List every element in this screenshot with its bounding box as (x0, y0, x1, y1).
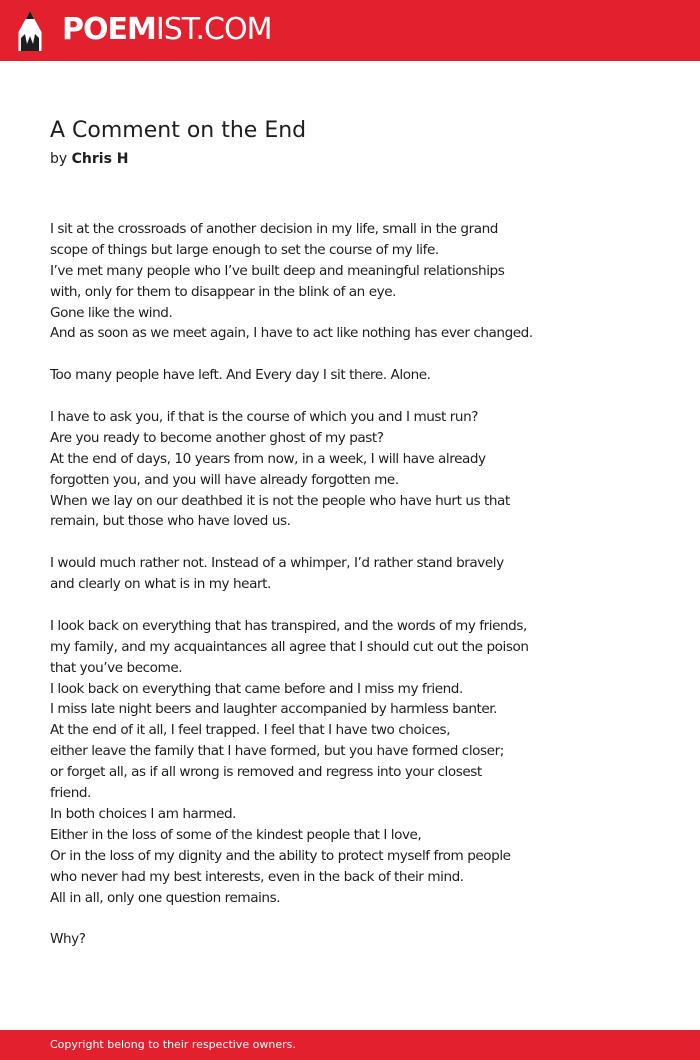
logo-text-bold: POEM (62, 12, 156, 47)
poem-line: scope of things but large enough to set the course of my life. (50, 241, 439, 258)
poem-line: or forget all, as if all wrong is removed and regress into your closest (50, 764, 482, 781)
poem-line: I look back on everything that came before and I miss my friend. (50, 680, 463, 697)
poem-line: Why? (50, 931, 86, 948)
poem-line: I would much rather not. Instead of a whimper, I’d rather stand bravely (50, 555, 504, 572)
poem-line: forgotten you, and you will have already forgotten me. (50, 471, 399, 488)
logo-text-light: IST.COM (155, 12, 272, 47)
poem-byline (50, 149, 129, 169)
stanza-break (50, 908, 650, 929)
poem-line: my family, and my acquaintances all agree that I should cut out the poison (50, 638, 529, 655)
poem-line: that you’ve become. (50, 659, 183, 676)
poem-line: who never had my best interests, even in the back of their mind. (50, 868, 464, 885)
poem-line: Gone like the wind. (50, 304, 173, 321)
copyright-text: Copyright belong to their respective owners. (50, 1038, 296, 1051)
poem-line: Either in the loss of some of the kindest people that I love, (50, 826, 422, 843)
poem-line: And as soon as we meet again, I have to act like nothing has ever changed. (50, 325, 533, 342)
stanza-break (50, 344, 650, 365)
site-logo[interactable] (62, 12, 271, 48)
poem-line: I look back on everything that has transpired, and the words of my friends, (50, 617, 527, 634)
stanza-break (50, 595, 650, 616)
poem-line: I sit at the crossroads of another decision in my life, small in the grand (50, 221, 498, 237)
poem-line: and clearly on what is in my heart. (50, 576, 271, 593)
poem-line: with, only for them to disappear in the blink of an eye. (50, 283, 397, 300)
poem-line: At the end of it all, I feel trapped. I feel that I have two choices, (50, 722, 451, 739)
poem-line: I’ve met many people who I’ve built deep and meaningful relationships (50, 262, 505, 279)
poem-line: When we lay on our deathbed it is not the people who have hurt us that (50, 492, 510, 509)
poem-line: friend. (50, 785, 91, 802)
poem-line: Or in the loss of my dignity and the ability to protect myself from people (50, 847, 511, 864)
poem-line: Too many people have left. And Every day I sit there. Alone. (50, 367, 431, 384)
pencil-logo-icon (17, 10, 43, 52)
poem-title: A Comment on the End (50, 118, 307, 143)
stanza-break (50, 386, 650, 407)
poem-body (50, 219, 650, 950)
poem-line: remain, but those who have loved us. (50, 513, 291, 530)
byline-prefix: by (50, 151, 68, 167)
stanza-break (50, 532, 650, 553)
site-header (0, 0, 700, 61)
poem-line: In both choices I am harmed. (50, 805, 237, 822)
poem-author: Chris H (71, 151, 129, 167)
poem-line: At the end of days, 10 years from now, in a week, I will have already (50, 450, 486, 467)
poem-line: I have to ask you, if that is the course of which you and I must run? (50, 409, 479, 426)
poem-line: either leave the family that I have formed, but you have formed closer; (50, 743, 504, 760)
poem-line: I miss late night beers and laughter accompanied by harmless banter. (50, 701, 498, 718)
poem-line: Are you ready to become another ghost of my past? (50, 429, 384, 446)
poem-line: All in all, only one question remains. (50, 889, 281, 906)
site-footer (0, 1030, 700, 1060)
